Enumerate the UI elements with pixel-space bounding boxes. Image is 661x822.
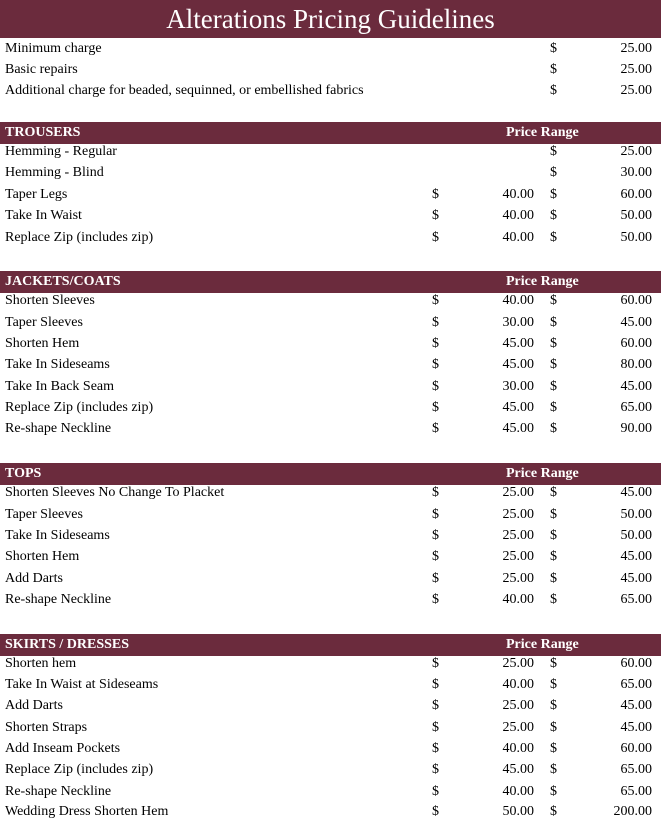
price-low: 25.00 (502, 698, 534, 713)
currency-symbol: $ (550, 762, 557, 777)
item-label: Take In Waist (5, 208, 82, 223)
currency-symbol: $ (432, 549, 439, 564)
currency-symbol: $ (432, 784, 439, 799)
currency-symbol: $ (550, 379, 557, 394)
currency-symbol: $ (550, 784, 557, 799)
table-row (0, 738, 661, 759)
table-row (0, 376, 661, 397)
table-row (0, 759, 661, 780)
price-high: 45.00 (620, 485, 652, 500)
item-label: Take In Sideseams (5, 357, 110, 372)
price-value: 25.00 (620, 41, 652, 56)
price-low: 45.00 (502, 357, 534, 372)
item-label: Replace Zip (includes zip) (5, 762, 154, 777)
table-row (0, 290, 661, 311)
item-label: Add Inseam Pockets (5, 741, 121, 756)
price-high: 80.00 (620, 357, 652, 372)
item-label: Hemming - Regular (5, 144, 117, 159)
price-high: 45.00 (620, 698, 652, 713)
price-high: 30.00 (620, 165, 652, 180)
price-high: 65.00 (620, 762, 652, 777)
price-low: 25.00 (502, 528, 534, 543)
item-label: Shorten Straps (5, 720, 88, 735)
table-row (0, 418, 661, 439)
price-low: 25.00 (502, 485, 534, 500)
currency-symbol: $ (432, 400, 439, 415)
section-name: TROUSERS (5, 125, 81, 140)
price-value: 25.00 (620, 62, 652, 77)
currency-symbol: $ (432, 720, 439, 735)
item-label: Replace Zip (includes zip) (5, 400, 154, 415)
price-range-header: Price Range (506, 466, 579, 481)
item-label: Basic repairs (5, 62, 78, 77)
currency-symbol: $ (432, 528, 439, 543)
item-label: Minimum charge (5, 41, 102, 56)
item-label: Add Darts (5, 571, 63, 586)
currency-symbol: $ (550, 315, 557, 330)
price-low: 40.00 (502, 187, 534, 202)
price-high: 45.00 (620, 720, 652, 735)
table-row (0, 312, 661, 333)
currency-symbol: $ (432, 656, 439, 671)
currency-symbol: $ (550, 357, 557, 372)
price-range-header: Price Range (506, 637, 579, 652)
table-row (0, 59, 661, 80)
price-high: 65.00 (620, 677, 652, 692)
table-row (0, 781, 661, 802)
item-label: Hemming - Blind (5, 165, 104, 180)
item-label: Shorten hem (5, 656, 77, 671)
table-row (0, 717, 661, 738)
table-row (0, 227, 661, 248)
currency-symbol: $ (550, 656, 557, 671)
price-high: 25.00 (620, 144, 652, 159)
item-label: Taper Sleeves (5, 507, 83, 522)
item-label: Shorten Sleeves No Change To Placket (5, 485, 225, 500)
price-low: 25.00 (502, 549, 534, 564)
table-row (0, 695, 661, 716)
currency-symbol: $ (432, 357, 439, 372)
section-name: JACKETS/COATS (5, 274, 121, 289)
currency-symbol: $ (550, 804, 557, 819)
price-low: 45.00 (502, 421, 534, 436)
currency-symbol: $ (432, 336, 439, 351)
price-high: 60.00 (620, 336, 652, 351)
currency-symbol: $ (432, 293, 439, 308)
table-row (0, 38, 661, 59)
price-low: 40.00 (502, 677, 534, 692)
price-high: 50.00 (620, 208, 652, 223)
price-high: 65.00 (620, 592, 652, 607)
price-range-header: Price Range (506, 125, 579, 140)
currency-symbol: $ (550, 41, 557, 56)
price-low: 45.00 (502, 762, 534, 777)
price-low: 30.00 (502, 379, 534, 394)
price-low: 45.00 (502, 400, 534, 415)
price-low: 25.00 (502, 720, 534, 735)
currency-symbol: $ (550, 187, 557, 202)
item-label: Take In Sideseams (5, 528, 110, 543)
table-row (0, 354, 661, 375)
price-low: 30.00 (502, 315, 534, 330)
currency-symbol: $ (432, 507, 439, 522)
currency-symbol: $ (550, 592, 557, 607)
currency-symbol: $ (550, 293, 557, 308)
currency-symbol: $ (550, 720, 557, 735)
item-label: Re-shape Neckline (5, 421, 112, 436)
table-row (0, 653, 661, 674)
currency-symbol: $ (432, 677, 439, 692)
currency-symbol: $ (432, 485, 439, 500)
currency-symbol: $ (432, 762, 439, 777)
price-high: 45.00 (620, 549, 652, 564)
price-low: 40.00 (502, 230, 534, 245)
price-high: 200.00 (613, 804, 652, 819)
item-label: Additional charge for beaded, sequinned, or embellished fabrics (5, 83, 364, 98)
table-row (0, 525, 661, 546)
price-high: 60.00 (620, 656, 652, 671)
currency-symbol: $ (432, 741, 439, 756)
currency-symbol: $ (432, 571, 439, 586)
price-low: 40.00 (502, 208, 534, 223)
currency-symbol: $ (550, 677, 557, 692)
table-row (0, 568, 661, 589)
item-label: Shorten Hem (5, 549, 80, 564)
price-low: 25.00 (502, 507, 534, 522)
item-label: Taper Legs (5, 187, 68, 202)
currency-symbol: $ (550, 698, 557, 713)
table-row (0, 205, 661, 226)
currency-symbol: $ (432, 208, 439, 223)
table-row (0, 333, 661, 354)
section-name: TOPS (5, 466, 42, 481)
price-high: 65.00 (620, 400, 652, 415)
currency-symbol: $ (550, 230, 557, 245)
price-high: 60.00 (620, 187, 652, 202)
price-high: 60.00 (620, 741, 652, 756)
currency-symbol: $ (550, 83, 557, 98)
price-value: 25.00 (620, 83, 652, 98)
currency-symbol: $ (550, 144, 557, 159)
currency-symbol: $ (432, 230, 439, 245)
item-label: Take In Back Seam (5, 379, 115, 394)
currency-symbol: $ (550, 741, 557, 756)
table-row (0, 504, 661, 525)
price-high: 90.00 (620, 421, 652, 436)
price-range-header: Price Range (506, 274, 579, 289)
currency-symbol: $ (432, 698, 439, 713)
currency-symbol: $ (550, 528, 557, 543)
item-label: Wedding Dress Shorten Hem (5, 804, 169, 819)
price-high: 45.00 (620, 571, 652, 586)
price-high: 50.00 (620, 230, 652, 245)
item-label: Shorten Sleeves (5, 293, 95, 308)
price-low: 40.00 (502, 293, 534, 308)
item-label: Replace Zip (includes zip) (5, 230, 154, 245)
price-high: 50.00 (620, 528, 652, 543)
currency-symbol: $ (432, 421, 439, 436)
price-low: 45.00 (502, 336, 534, 351)
page-title: Alterations Pricing Guidelines (0, 0, 661, 38)
item-label: Taper Sleeves (5, 315, 83, 330)
price-low: 25.00 (502, 571, 534, 586)
table-row (0, 546, 661, 567)
currency-symbol: $ (550, 400, 557, 415)
price-low: 25.00 (502, 656, 534, 671)
currency-symbol: $ (550, 507, 557, 522)
item-label: Take In Waist at Sideseams (5, 677, 159, 692)
currency-symbol: $ (432, 804, 439, 819)
item-label: Re-shape Neckline (5, 592, 112, 607)
table-row (0, 482, 661, 503)
price-low: 50.00 (502, 804, 534, 819)
currency-symbol: $ (550, 208, 557, 223)
price-high: 60.00 (620, 293, 652, 308)
currency-symbol: $ (550, 571, 557, 586)
currency-symbol: $ (550, 336, 557, 351)
price-high: 50.00 (620, 507, 652, 522)
currency-symbol: $ (432, 592, 439, 607)
price-high: 45.00 (620, 379, 652, 394)
currency-symbol: $ (550, 485, 557, 500)
table-row (0, 801, 661, 822)
currency-symbol: $ (432, 379, 439, 394)
table-row (0, 674, 661, 695)
item-label: Shorten Hem (5, 336, 80, 351)
section-name: SKIRTS / DRESSES (5, 637, 130, 652)
currency-symbol: $ (432, 187, 439, 202)
currency-symbol: $ (550, 165, 557, 180)
price-high: 65.00 (620, 784, 652, 799)
item-label: Add Darts (5, 698, 63, 713)
price-low: 40.00 (502, 592, 534, 607)
item-label: Re-shape Neckline (5, 784, 112, 799)
currency-symbol: $ (550, 421, 557, 436)
currency-symbol: $ (432, 315, 439, 330)
table-row (0, 162, 661, 183)
table-row (0, 184, 661, 205)
table-row (0, 141, 661, 162)
table-row (0, 589, 661, 610)
currency-symbol: $ (550, 549, 557, 564)
table-row (0, 397, 661, 418)
table-row (0, 80, 661, 101)
price-low: 40.00 (502, 741, 534, 756)
price-low: 40.00 (502, 784, 534, 799)
price-high: 45.00 (620, 315, 652, 330)
currency-symbol: $ (550, 62, 557, 77)
